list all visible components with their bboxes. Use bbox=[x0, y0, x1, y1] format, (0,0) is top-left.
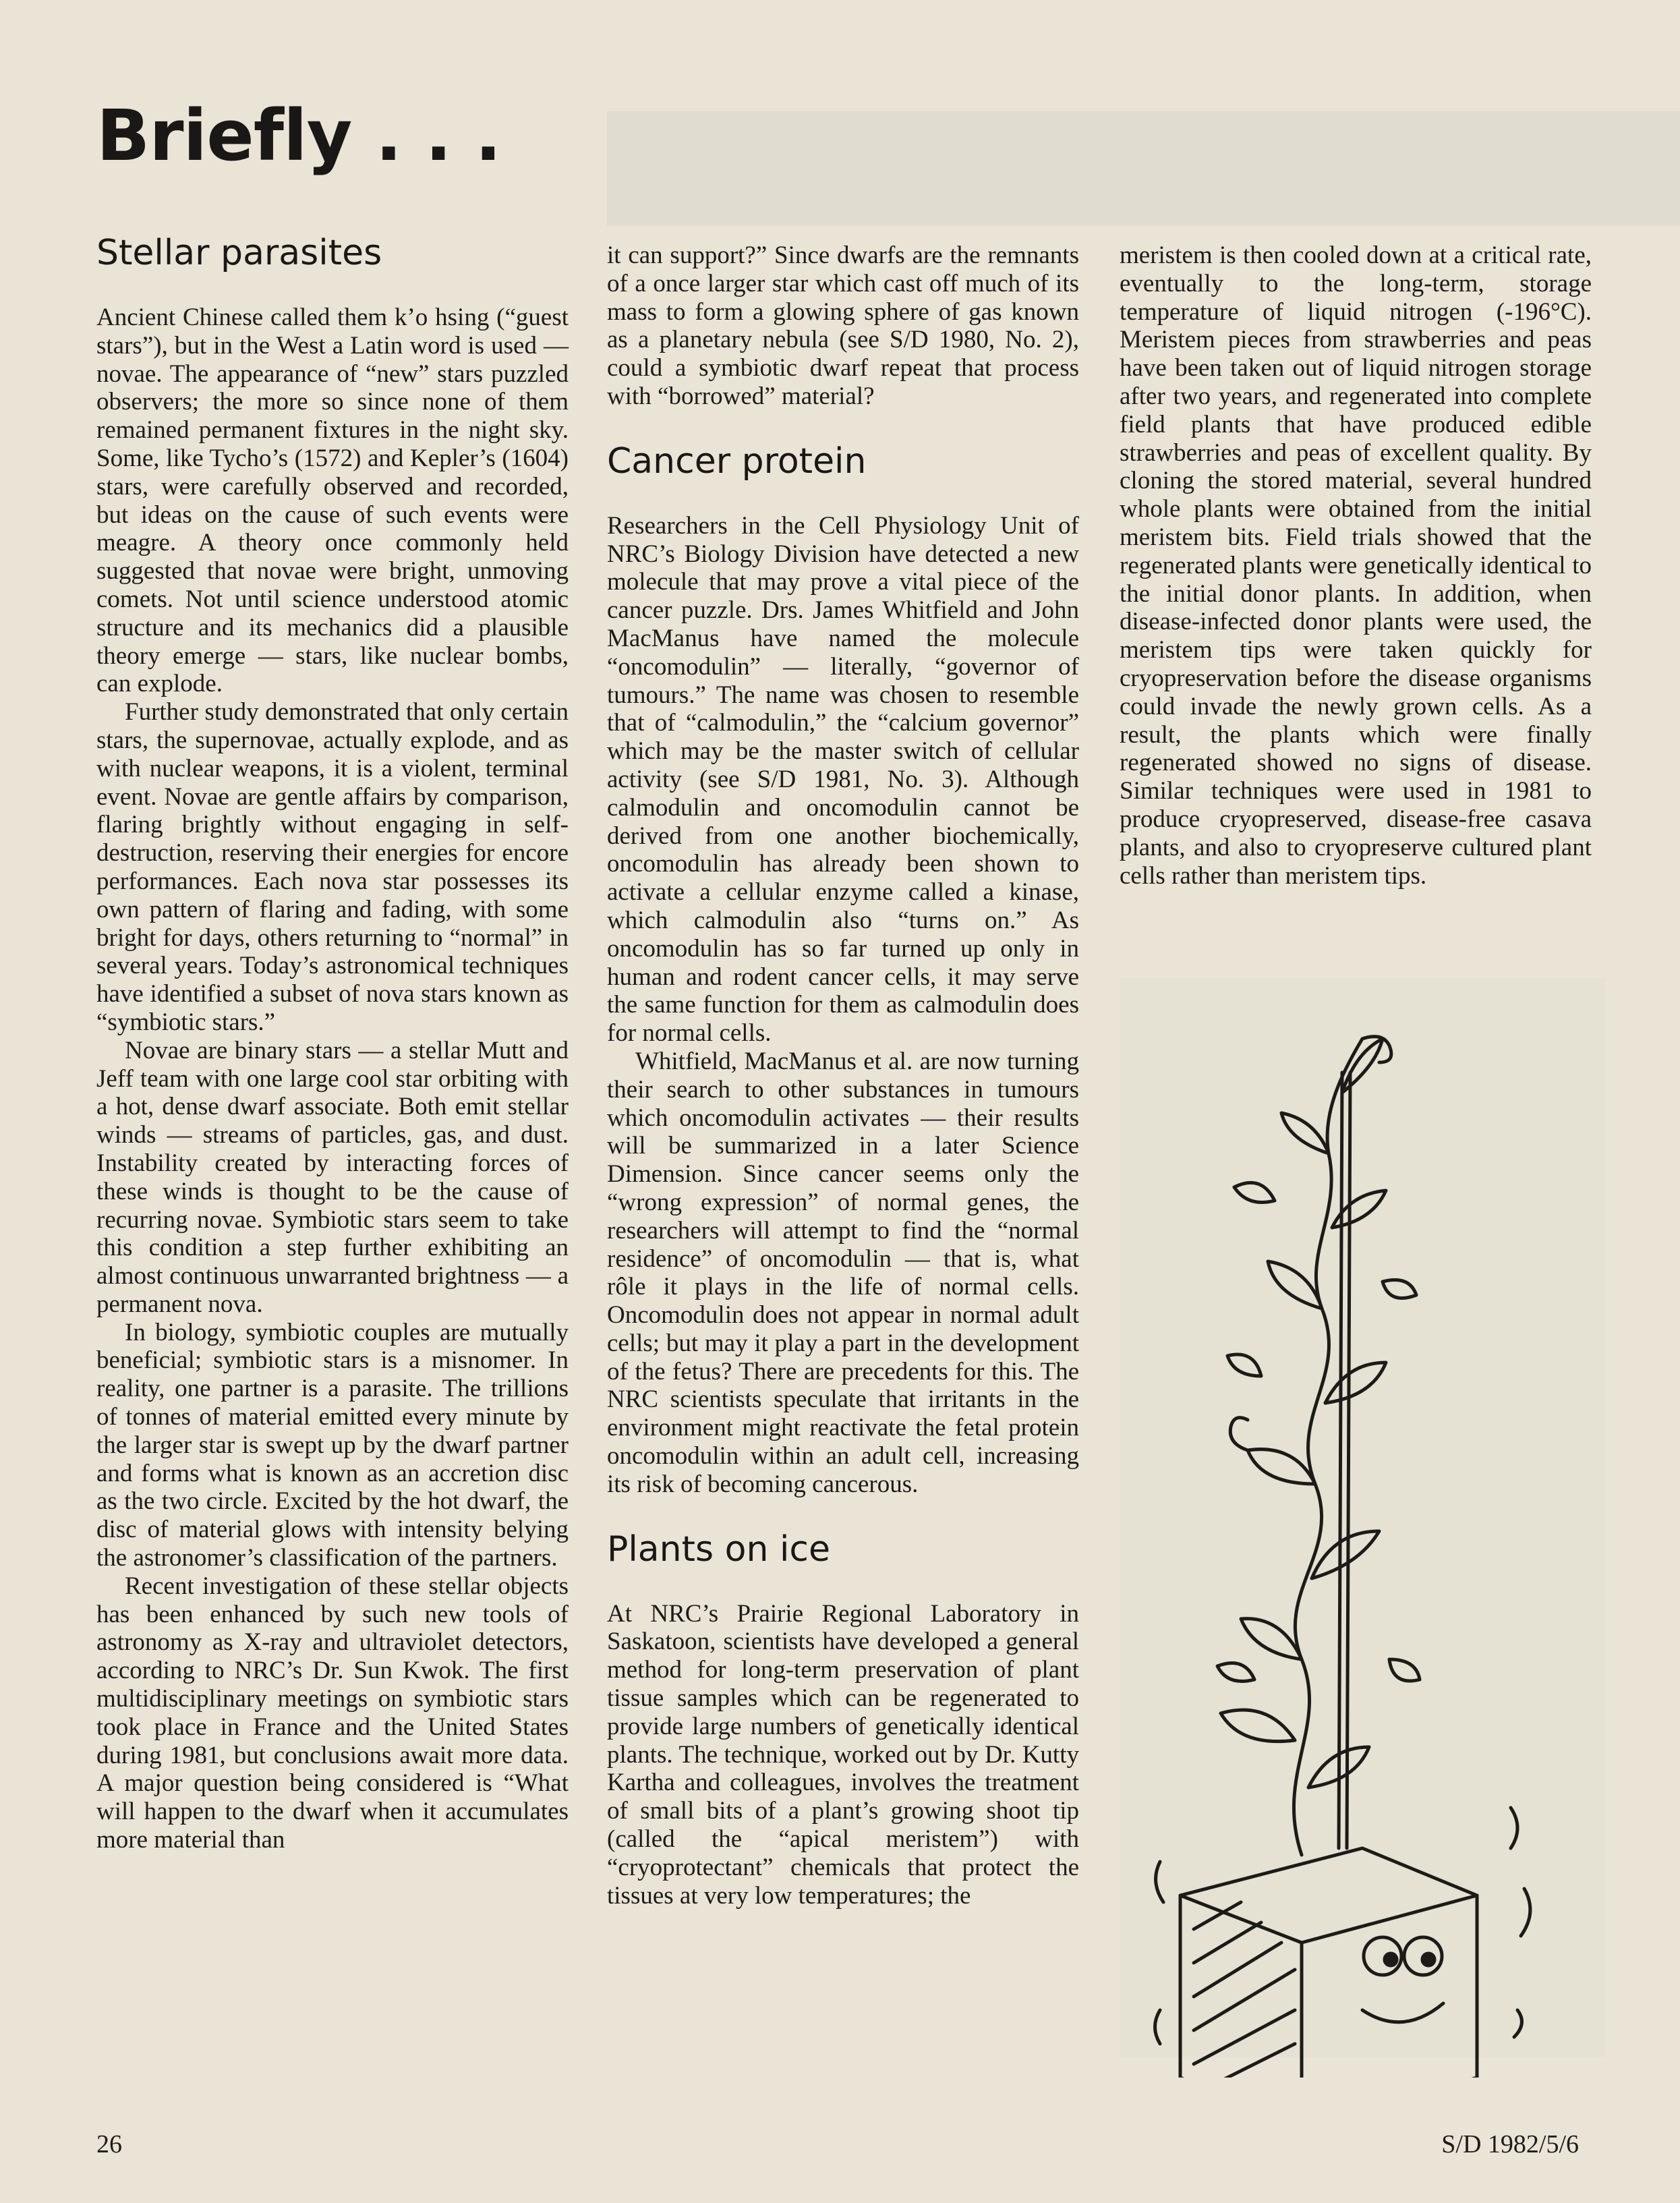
stellar-paragraph-4: In biology, symbiotic couples are mutually beneficial; symbiotic stars is a misnomer. In reality, one partner is a parasite. The trillions of tonnes of material emitted every minute by the larger star is swept up by the dwarf partner and forms what is known as an accretion disc as the two circle. Excited by the hot dwarf, the disc of material glows with intensity belying the astronomer’s classification of the partners. bbox=[96, 1318, 569, 1572]
page-number: 26 bbox=[96, 2130, 122, 2158]
stellar-paragraph-6: it can support?” Since dwarfs are the remnants of a once larger star which cast off much of its mass to form a glowing sphere of gas known as a planetary nebula (see S/D 1980, No. 2), could a symbiotic dwarf repeat that process with “borrowed” material? bbox=[607, 241, 1079, 410]
column-3 bbox=[1120, 241, 1592, 890]
stellar-paragraph-2: Further study demonstrated that only certain stars, the supernovae, actually explode, and as with nuclear weapons, it is a violent, terminal event. Novae are gentle affairs by comparison, flaring brightly without engaging in self-destruction, reserving their energies for encore performances. Each nova star possesses its own pattern of flaring and fading, with some bright for days, others returning to “normal” in several years. Today’s astronomical techniques have identified a subset of nova stars known as “symbiotic stars.” bbox=[96, 698, 569, 1036]
column-2 bbox=[607, 241, 1079, 1910]
cancer-paragraph-2: Whitfield, MacManus et al. are now turning their search to other substances in tumours which oncomodulin activates — their results will be summarized in a later Science Dimension. Since cancer seems only the “wrong expression” of normal genes, the researchers will attempt to find the “normal residence” of oncomodulin — that is, what rôle it plays in the life of normal cells. Oncomodulin does not appear in normal adult cells; but may it play a part in the development of the fetus? There are precedents for this. The NRC scientists speculate that irritants in the environment might reactivate the fetal protein oncomodulin within an adult cell, increasing its risk of becoming cancerous. bbox=[607, 1047, 1079, 1498]
article-heading-stellar: Stellar parasites bbox=[96, 233, 382, 273]
plant-on-ice-cube-illustration bbox=[1140, 998, 1625, 2078]
column-1 bbox=[96, 229, 569, 1854]
stellar-paragraph-1: Ancient Chinese called them k’o hsing (“guest stars”), but in the West a Latin word is used — novae. The appearance of “new” stars puzzled observers; the more so since none of them remained permanent fixtures in the night sky. Some, like Tycho’s (1572) and Kepler’s (1604) stars, were carefully observed and recorded, but ideas on the cause of such events were meagre. A theory once commonly held suggested that novae were bright, unmoving comets. Not until science understood atomic structure and its mechanics did a plausible theory emerge — stars, like nuclear bombs, can explode. bbox=[96, 304, 569, 698]
article-heading-plants: Plants on ice bbox=[607, 1528, 830, 1570]
plants-paragraph-2: meristem is then cooled down at a critical rate, eventually to the long-term, storage temperature of liquid nitrogen (-196°C). Meristem pieces from strawberries and peas have been taken out of liquid nitrogen storage after two years, and regenerated into complete field plants that have produced edible strawberries and peas of excellent quality. By cloning the stored material, several hundred whole plants were obtained from the initial meristem bits. Field trials showed that the regenerated plants were genetically identical to the initial donor plants. In addition, when disease-infected donor plants were used, the meristem tips were taken quickly for cryopreservation before the disease organisms could invade the newly grown cells. As a result, the plants which were finally regenerated showed no signs of disease. Similar techniques were used in 1981 to produce cryopreserved, disease-free casava plants, and also to cryopreserve cultured plant cells rather than meristem tips. bbox=[1120, 241, 1592, 890]
article-heading-cancer: Cancer protein bbox=[607, 440, 867, 482]
issue-reference: S/D 1982/5/6 bbox=[1441, 2130, 1579, 2158]
plants-paragraph-1: At NRC’s Prairie Regional Laboratory in Saskatoon, scientists have developed a general method for long-term preservation of plant tissue samples which can be regenerated to provide large numbers of genetically identical plants. The technique, worked out by Dr. Kutty Kartha and colleagues, involves the treatment of small bits of a plant’s growing shoot tip (called the “apical meristem”) with “cryoprotectant” chemicals that protect the tissues at very low temperatures; the bbox=[607, 1599, 1079, 1910]
stellar-paragraph-5: Recent investigation of these stellar objects has been enhanced by such new tools of astronomy as X-ray and ultraviolet detectors, according to NRC’s Dr. Sun Kwok. The first multidisciplinary meetings on symbiotic stars took place in France and the United States during 1981, but conclusions await more data. A major question being considered is “What will happen to the dwarf when it accumulates more material than bbox=[96, 1572, 569, 1854]
page-title: Briefly . . . bbox=[96, 94, 501, 177]
stellar-paragraph-3: Novae are binary stars — a stellar Mutt and Jeff team with one large cool star orbiting with a hot, dense dwarf associate. Both emit stellar winds — streams of particles, gas, and dust. Instability created by interacting forces of these winds is thought to be the cause of recurring novae. Symbiotic stars seem to take this condition a step further exhibiting an almost continuous unwarranted brightness — a permanent nova. bbox=[96, 1036, 569, 1318]
background-bleed bbox=[607, 111, 1680, 226]
cancer-paragraph-1: Researchers in the Cell Physiology Unit of NRC’s Biology Division have detected a new molecule that may prove a vital piece of the cancer puzzle. Drs. James Whitfield and John MacManus have named the molecule “oncomodulin” — literally, “governor of tumours.” The name was chosen to resemble that of “calmodulin,” the “calcium governor” which may be the master switch of cellular activity (see S/D 1981, No. 3). Although calmodulin and oncomodulin cannot be derived from one another biochemically, oncomodulin has already been shown to activate a cellular enzyme called a kinase, which calmodulin also “turns on.” As oncomodulin has so far turned up only in human and rodent cancer cells, it may serve the same function for them as calmodulin does for normal cells. bbox=[607, 511, 1079, 1048]
